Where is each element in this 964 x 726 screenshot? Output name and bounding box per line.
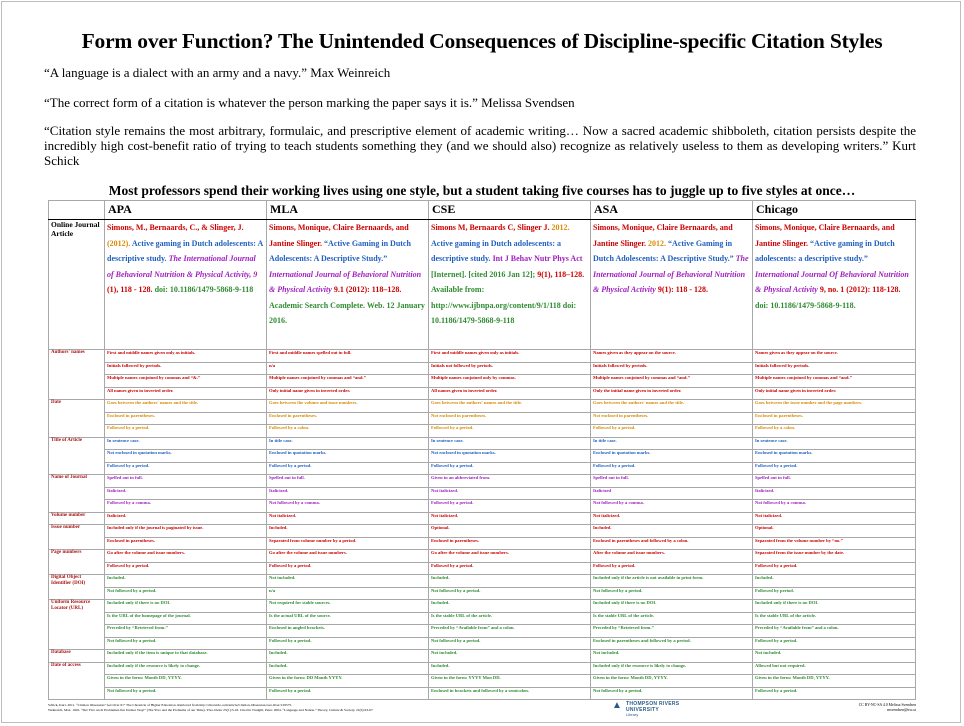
license-line: CC BY-NC-SA 4.0 Melissa Svendsen [858, 703, 916, 707]
chicago-journal: International Journal Of Behavioral Nutrition & Physical Activity [755, 269, 909, 294]
rule-cell-asa: Included only if the article is not available in print form. [591, 575, 753, 588]
quote-schick: “Citation style remains the most arbitrary, formulaic, and prescriptive element of academic writing… Now a sacred academic shibboleth, citation persists despite the incredibly high cost-benefit ratio of trying to teach students something they (and we should also) recognize as relatively useless to them as developing writers.” Kurt Schick [44, 123, 916, 168]
references [48, 703, 478, 713]
rule-row-date [49, 412, 916, 425]
rule-row-title [49, 437, 916, 450]
mla-journal: International Journal of Behavioral Nutrition & Physical Activity [269, 269, 422, 294]
asa-authors: Simons, Monique, Claire Bernaards, and Jantine Slinger. [593, 223, 733, 248]
rule-cell-apa: Not followed by a period. [105, 587, 267, 600]
mla-authors: Simons, Monique, Claire Bernaards, and Jantine Slinger. [269, 223, 409, 248]
row-label-access: Date of access [49, 662, 105, 700]
rule-cell-asa: Spelled out in full. [591, 475, 753, 488]
row-label-url: Uniform Resource Locator (URL) [49, 600, 105, 650]
rule-row-title [49, 462, 916, 475]
rule-cell-chicago: Preceded by “Available from” and a colon. [753, 625, 916, 638]
rule-cell-mla: Followed by a period. [267, 637, 429, 650]
rule-row-url [49, 637, 916, 650]
rule-cell-chicago: Multiple names conjoined by commas and “and.” [753, 375, 916, 388]
cite-asa [591, 220, 753, 350]
rule-cell-chicago: Given in the form: Month DD, YYYY. [753, 675, 916, 688]
rule-cell-asa: Preceded by “Retrieved from.” [591, 625, 753, 638]
rule-row-pages [49, 562, 916, 575]
logo-name: THOMPSON RIVERS UNIVERSITY [626, 701, 680, 713]
rule-cell-asa: Initials followed by periods. [591, 362, 753, 375]
quote-svendsen: “The correct form of a citation is whatever the person marking the paper says it is.” Melissa Svendsen [44, 95, 575, 110]
header-chicago: Chicago [753, 201, 916, 220]
cse-medium: [Internet]. [431, 269, 467, 279]
rule-cell-chicago: Not italicized. [753, 512, 916, 525]
rule-cell-chicago: Goes between the issue number and the page numbers. [753, 400, 916, 413]
page-title: Form over Function? The Unintended Consequences of Discipline-specific Citation Styles [81, 29, 883, 53]
rule-row-access [49, 662, 916, 675]
cse-journal: Int J Behav Nutr Phys Act [492, 254, 583, 263]
rule-cell-chicago: Separated from the issue number by the date. [753, 550, 916, 563]
chicago-volume: 9, no. 1 (2012): 118-128. [819, 285, 901, 294]
rule-cell-mla: Only initial name given in inverted order. [267, 387, 429, 400]
reference-line: Weinreich, Max. 1945. “Der Yivo un di Problemen fun Undzer Tsayt” (The Yivo and the Problems of our Time). Yivo-bleter 25(1):3-18. Cited in Trudgill, Peter. 2004. “Language and Nation.” Theory, Culture & Society, 21(6) 63-67. [48, 708, 374, 712]
apa-authors: Simons, M., Bernaards, C., & Slinger, J. [107, 223, 244, 232]
rule-cell-mla: n/a [267, 362, 429, 375]
rule-cell-chicago: Is the stable URL of the article. [753, 612, 916, 625]
rule-cell-chicago: Included only if there is no DOI. [753, 600, 916, 613]
rule-cell-mla: Go after the volume and issue numbers. [267, 550, 429, 563]
rule-cell-chicago: Separated from the volume number by “no.” [753, 537, 916, 550]
apa-title: Active gaming in Dutch adolescents: A descriptive study. [107, 238, 263, 263]
rule-cell-cse: Preceded by “Available from” and a colon. [429, 625, 591, 638]
rule-row-volume [49, 512, 916, 525]
rule-cell-cse: Followed by a period. [429, 500, 591, 513]
rules-body [49, 350, 916, 700]
rule-cell-chicago: Not followed by a comma. [753, 500, 916, 513]
rule-cell-apa: Not followed by a period. [105, 687, 267, 700]
rule-row-journal [49, 487, 916, 500]
rule-cell-mla: Included. [267, 525, 429, 538]
rule-row-authors [49, 362, 916, 375]
rule-cell-cse: In sentence case. [429, 437, 591, 450]
rule-cell-asa: Not followed by a period. [591, 687, 753, 700]
rule-cell-cse: Go after the volume and issue numbers. [429, 550, 591, 563]
rule-row-date [49, 425, 916, 438]
rule-cell-cse: Followed by a period. [429, 425, 591, 438]
rule-cell-asa: Not italicized. [591, 512, 753, 525]
rule-cell-apa: Spelled out in full. [105, 475, 267, 488]
header-cse: CSE [429, 201, 591, 220]
rule-cell-cse: Included. [429, 575, 591, 588]
rule-cell-mla: Given in the form: DD Month YYYY. [267, 675, 429, 688]
rule-cell-asa: Not followed by a comma. [591, 500, 753, 513]
rule-cell-mla: Included. [267, 650, 429, 663]
rule-cell-chicago: Enclosed in parentheses. [753, 412, 916, 425]
rule-row-url [49, 625, 916, 638]
rule-cell-mla: Followed by a period. [267, 687, 429, 700]
rule-row-doi [49, 587, 916, 600]
rule-cell-asa: Italicized [591, 487, 753, 500]
citation-comparison-table [48, 200, 916, 700]
rule-cell-mla: n/a [267, 587, 429, 600]
apa-journal: The International Journal of Behavioral Nutrition & Physical Activity, 9 [107, 254, 258, 279]
rule-cell-apa: Included only if the resource is likely to change. [105, 662, 267, 675]
rule-cell-chicago: Included. [753, 575, 916, 588]
rule-cell-mla: Goes between the volume and issue numbers. [267, 400, 429, 413]
chicago-authors: Simons, Monique, Claire Bernaards, and Jantine Slinger. [755, 223, 895, 248]
quote-weinreich: “A language is a dialect with an army and a navy.” Max Weinreich [44, 65, 391, 80]
rule-cell-mla: Not followed by a comma. [267, 500, 429, 513]
rule-cell-apa: Included only if there is no DOI. [105, 600, 267, 613]
header-blank [49, 201, 105, 220]
cite-chicago [753, 220, 916, 350]
rule-cell-chicago: Spelled out in full. [753, 475, 916, 488]
license [859, 703, 916, 713]
rule-cell-asa: Included. [591, 525, 753, 538]
header-row [49, 201, 916, 220]
rule-cell-chicago: Allowed but not required. [753, 662, 916, 675]
rule-cell-mla: Included. [267, 662, 429, 675]
rule-cell-chicago: Followed by a period. [753, 462, 916, 475]
rule-row-journal [49, 500, 916, 513]
rule-cell-asa: Enclosed in parentheses and followed by a period. [591, 637, 753, 650]
row-label-volume: Volume number [49, 512, 105, 525]
rule-cell-apa: Go after the volume and issue numbers. [105, 550, 267, 563]
rule-cell-mla: First and middle names spelled out in full. [267, 350, 429, 363]
rule-row-pages [49, 550, 916, 563]
rule-row-url [49, 600, 916, 613]
example-row [49, 220, 916, 350]
row-label-doi: Digital Object Identifier (DOI) [49, 575, 105, 600]
rule-cell-cse: Included. [429, 600, 591, 613]
rule-cell-cse: Followed by a period. [429, 562, 591, 575]
rule-cell-mla: Followed by a colon. [267, 425, 429, 438]
rule-cell-mla: Not included. [267, 575, 429, 588]
rule-cell-cse: Goes between the authors' names and the title. [429, 400, 591, 413]
rule-cell-chicago: Enclosed in quotation marks. [753, 450, 916, 463]
rule-cell-cse: Not included. [429, 650, 591, 663]
rule-cell-cse: First and middle names given only as initials. [429, 350, 591, 363]
row-label-date: Date [49, 400, 105, 438]
row-label-example: Online Journal Article [49, 220, 105, 350]
rule-cell-cse: Not italicized. [429, 512, 591, 525]
rule-cell-apa: Included. [105, 575, 267, 588]
rule-cell-apa: Followed by a period. [105, 425, 267, 438]
rule-row-authors [49, 375, 916, 388]
rule-cell-mla: Enclosed in angled brackets. [267, 625, 429, 638]
rule-cell-cse: Initials not followed by periods. [429, 362, 591, 375]
rule-cell-apa: Initials followed by periods. [105, 362, 267, 375]
rule-cell-cse: All names given in inverted order. [429, 387, 591, 400]
rule-cell-mla: Spelled out in full. [267, 475, 429, 488]
mla-volume: 9.1 (2012): 118–128. [333, 285, 402, 294]
rule-row-url [49, 612, 916, 625]
rule-row-issue [49, 537, 916, 550]
rule-cell-asa: Followed by a period. [591, 462, 753, 475]
rule-row-access [49, 687, 916, 700]
rule-cell-apa: Goes between the authors' names and the title. [105, 400, 267, 413]
mla-access: Web. 12 January 2016. [269, 300, 425, 325]
rule-cell-cse: Is the stable URL of the article. [429, 612, 591, 625]
rule-cell-cse: Not enclosed in quotation marks. [429, 450, 591, 463]
rule-cell-mla: Multiple names conjoined by commas and “and.” [267, 375, 429, 388]
reference-line: Schick, Kurt. 2011. “Citation Obsession? Get Over It!” The Chronicle of Higher Education. Retrieved from http://chronicle.com/article/Citation-Obsession-Get-Over/129575. [48, 703, 293, 707]
license-line: msvendsen@tru.ca [887, 708, 916, 712]
rule-cell-apa: Enclosed in parentheses. [105, 537, 267, 550]
rule-cell-mla: Is the actual URL of the source. [267, 612, 429, 625]
rule-cell-asa: Is the stable URL of the article. [591, 612, 753, 625]
rule-cell-cse: Given in the form: YYYY Mon DD. [429, 675, 591, 688]
rule-cell-apa: Not enclosed in quotation marks. [105, 450, 267, 463]
rule-cell-apa: In sentence case. [105, 437, 267, 450]
rule-cell-asa: After the volume and issue numbers. [591, 550, 753, 563]
rule-row-issue [49, 525, 916, 538]
rule-cell-chicago: Not included. [753, 650, 916, 663]
cse-url: Available from: http://www.ijbnpa.org/content/9/1/118 doi: 10.1186/1479-5868-9-118 [431, 285, 577, 325]
chicago-doi: doi: 10.1186/1479-5868-9-118. [755, 300, 856, 310]
rule-cell-cse: Multiple names conjoined only by commas. [429, 375, 591, 388]
rule-cell-cse: Enclosed in brackets and followed by a semicolon. [429, 687, 591, 700]
cite-apa [105, 220, 267, 350]
cse-cited: [cited 2016 Jan 12]; [468, 269, 536, 279]
rule-row-title [49, 450, 916, 463]
rule-cell-cse: Not followed by a period. [429, 587, 591, 600]
rule-cell-asa: Enclosed in parentheses and followed by a colon. [591, 537, 753, 550]
rule-row-journal [49, 475, 916, 488]
rule-cell-asa: In title case. [591, 437, 753, 450]
rule-row-authors [49, 350, 916, 363]
rule-cell-chicago: Followed by period. [753, 587, 916, 600]
cse-date: 2012. [551, 223, 570, 232]
rule-cell-asa: Not followed by a period. [591, 587, 753, 600]
rule-cell-apa: Multiple names conjoined by commas and “&.” [105, 375, 267, 388]
rule-cell-asa: Enclosed in quotation marks. [591, 450, 753, 463]
rule-cell-chicago: Optional. [753, 525, 916, 538]
row-label-journal: Name of Journal [49, 475, 105, 513]
rule-cell-asa: Only the initial name given in inverted order. [591, 387, 753, 400]
rule-row-date [49, 400, 916, 413]
rule-cell-mla: Enclosed in quotation marks. [267, 450, 429, 463]
rule-cell-mla: Separated from volume number by a period. [267, 537, 429, 550]
cite-mla [267, 220, 429, 350]
rule-cell-cse: Optional. [429, 525, 591, 538]
rule-cell-asa: Given in the form: Month DD, YYYY. [591, 675, 753, 688]
header-mla: MLA [267, 201, 429, 220]
row-label-pages: Page numbers [49, 550, 105, 575]
rule-cell-apa: Followed by a comma. [105, 500, 267, 513]
rule-cell-mla: In title case. [267, 437, 429, 450]
rule-row-access [49, 675, 916, 688]
rule-cell-mla: Not required for stable sources. [267, 600, 429, 613]
logo-library: Library [626, 712, 639, 717]
header-apa: APA [105, 201, 267, 220]
rule-cell-apa: First and middle names given only as initials. [105, 350, 267, 363]
rule-cell-chicago: Followed by a colon. [753, 425, 916, 438]
rule-cell-asa: Included only if the resource is likely to change. [591, 662, 753, 675]
rule-cell-asa: Multiple names conjoined by commas and “and.” [591, 375, 753, 388]
rule-cell-chicago: Initials followed by periods. [753, 362, 916, 375]
rule-cell-apa: Enclosed in parentheses. [105, 412, 267, 425]
rule-cell-mla: Followed by a period. [267, 462, 429, 475]
apa-date: (2012). [107, 238, 131, 248]
header-asa: ASA [591, 201, 753, 220]
rule-cell-asa: Followed by a period. [591, 425, 753, 438]
cse-volume: 9(1), 118–128. [537, 269, 585, 279]
cite-cse [429, 220, 591, 350]
rule-cell-apa: Followed by a period. [105, 462, 267, 475]
rule-cell-chicago: Names given as they appear on the source. [753, 350, 916, 363]
tagline: Most professors spend their working lives using one style, but a student taking five courses has to juggle up to five styles at once… [108, 183, 856, 198]
chicago-title: “Active gaming in Dutch adolescents: a descriptive study.” [755, 238, 895, 263]
rule-cell-chicago: Followed by a period. [753, 637, 916, 650]
rule-cell-chicago: Followed by a period. [753, 562, 916, 575]
rule-cell-chicago: Only initial name given in inverted order. [753, 387, 916, 400]
mla-title: “Active Gaming in Dutch Adolescents: A Descriptive Study.” [269, 238, 411, 263]
rule-cell-mla: Italicized. [267, 487, 429, 500]
rule-cell-apa: Given in the form: Month DD, YYYY. [105, 675, 267, 688]
rule-cell-apa: Italicized. [105, 512, 267, 525]
row-label-database: Database [49, 650, 105, 663]
rule-cell-cse: Not italicized. [429, 487, 591, 500]
rule-cell-apa: Preceded by “Retrieved from.” [105, 625, 267, 638]
rule-cell-cse: Not enclosed in parentheses. [429, 412, 591, 425]
rule-cell-apa: Is the URL of the homepage of the journal. [105, 612, 267, 625]
rule-cell-apa: Included only if the journal is paginated by issue. [105, 525, 267, 538]
rule-cell-mla: Not italicized. [267, 512, 429, 525]
row-label-title: Title of Article [49, 437, 105, 475]
rule-cell-apa: Italicized. [105, 487, 267, 500]
rule-row-doi [49, 575, 916, 588]
rule-cell-mla: Followed by a period. [267, 562, 429, 575]
cse-authors: Simons M, Bernaards C, Slinger J. [431, 223, 550, 232]
rule-cell-chicago: Followed by a period. [753, 687, 916, 700]
rule-cell-asa: Followed by a period. [591, 562, 753, 575]
rule-cell-cse: Given in an abbreviated from. [429, 475, 591, 488]
rule-cell-apa: Not followed by a period. [105, 637, 267, 650]
rule-cell-asa: Names given as they appear on the source. [591, 350, 753, 363]
asa-volume: 9(1): 118 - 128. [657, 285, 709, 294]
rule-cell-asa: Goes between the authors' names and the title. [591, 400, 753, 413]
rule-cell-cse: Not followed by a period. [429, 637, 591, 650]
asa-title: “Active Gaming in Dutch Adolescents: A Descriptive Study.” [593, 238, 734, 263]
rule-cell-mla: Enclosed in parentheses. [267, 412, 429, 425]
rule-cell-cse: Enclosed in parentheses. [429, 537, 591, 550]
row-label-authors: Authors' names [49, 350, 105, 400]
rule-cell-chicago: In sentence case. [753, 437, 916, 450]
rule-row-database [49, 650, 916, 663]
rule-cell-asa: Not enclosed in parentheses. [591, 412, 753, 425]
logo-mark-icon: ▲ [612, 700, 622, 711]
mla-database: Academic Search Complete. [269, 300, 366, 310]
asa-date: 2012. [648, 238, 667, 248]
rule-cell-cse: Followed by a period. [429, 462, 591, 475]
rule-cell-apa: Followed by a period. [105, 562, 267, 575]
university-logo [612, 698, 692, 718]
apa-doi: doi: 10.1186/1479-5868-9-118 [154, 285, 254, 294]
rule-cell-apa: Included only if the item is unique to that database. [105, 650, 267, 663]
rule-cell-apa: All names given in inverted order. [105, 387, 267, 400]
rule-cell-asa: Included only if there is no DOI. [591, 600, 753, 613]
apa-pages: (1), 118 - 128. [107, 285, 153, 294]
rule-cell-asa: Not included. [591, 650, 753, 663]
rule-cell-chicago: Italicized. [753, 487, 916, 500]
row-label-issue: Issue number [49, 525, 105, 550]
rule-cell-cse: Included. [429, 662, 591, 675]
asa-journal: The International Journal of Behavioral Nutrition & Physical Activity [593, 254, 749, 294]
rule-row-authors [49, 387, 916, 400]
cse-title: Active gaming in Dutch adolescents: a descriptive study. [431, 238, 561, 263]
